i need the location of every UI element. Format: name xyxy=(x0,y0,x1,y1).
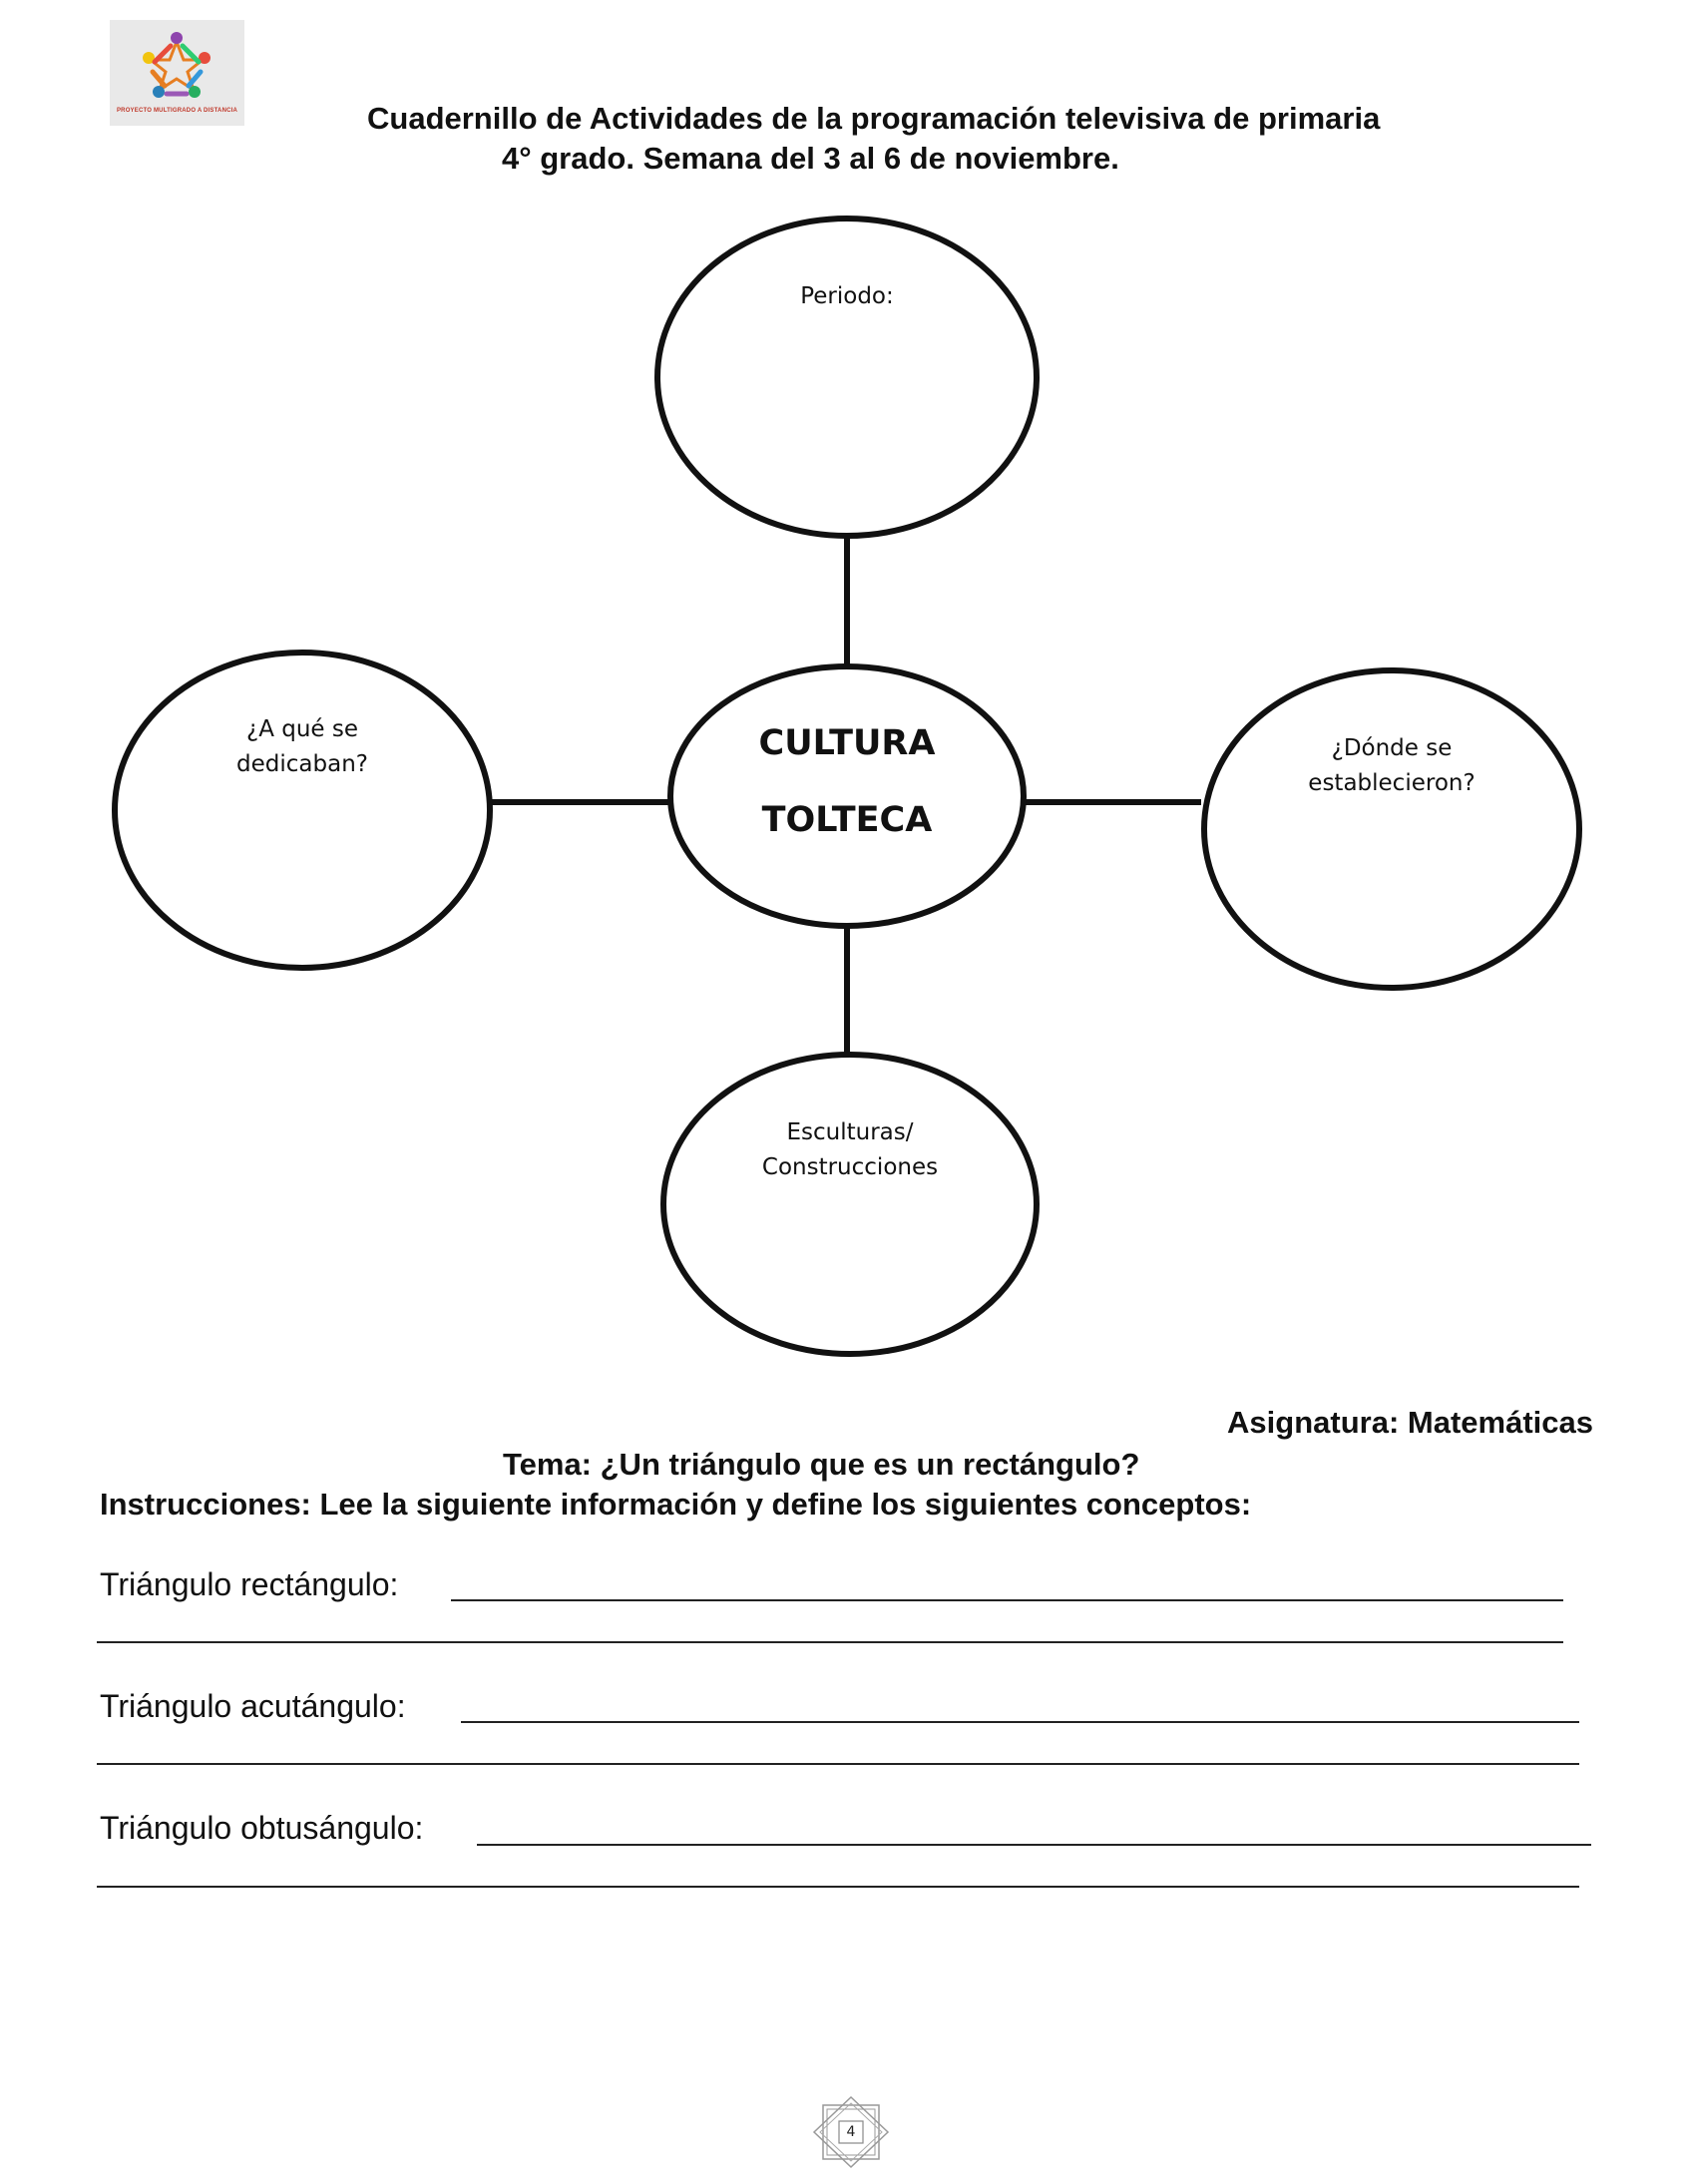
answer-line-acutangulo-2[interactable] xyxy=(97,1763,1579,1765)
answer-line-obtusangulo-1[interactable] xyxy=(477,1844,1591,1846)
node-left xyxy=(115,653,490,968)
topic-heading: Tema: ¿Un triángulo que es un rectángulo? xyxy=(503,1447,1140,1482)
answer-line-obtusangulo-2[interactable] xyxy=(97,1886,1579,1888)
node-top-label: Periodo: xyxy=(800,283,894,309)
center-label-line2: TOLTECA xyxy=(761,800,933,840)
node-center xyxy=(670,666,1024,926)
field-label-acutangulo: Triángulo acutángulo: xyxy=(100,1688,406,1724)
header-subtitle: 4° grado. Semana del 3 al 6 de noviembre. xyxy=(502,141,1119,176)
subject-heading: Asignatura: Matemáticas xyxy=(1227,1405,1593,1440)
page-number xyxy=(810,2095,892,2169)
node-left-label-line2: dedicaban? xyxy=(236,751,368,777)
center-label-line1: CULTURA xyxy=(758,723,936,763)
node-left-label-line1: ¿A qué se xyxy=(245,716,359,742)
logo-caption: PROYECTO MULTIGRADO A DISTANCIA xyxy=(116,108,238,114)
instructions-text: Instrucciones: Lee la siguiente información y define los siguientes conceptos: xyxy=(100,1487,1252,1522)
answer-line-acutangulo-1[interactable] xyxy=(461,1721,1579,1723)
node-top xyxy=(657,218,1037,536)
field-label-obtusangulo: Triángulo obtusángulo: xyxy=(100,1810,424,1846)
node-right-label-line2: establecieron? xyxy=(1308,770,1476,796)
header-title: Cuadernillo de Actividades de la programación televisiva de primaria xyxy=(367,101,1381,136)
field-label-rectangulo: Triángulo rectángulo: xyxy=(100,1566,399,1602)
node-right xyxy=(1204,670,1579,988)
node-bottom-label-line1: Esculturas/ xyxy=(786,1119,914,1145)
page-number-text: 4 xyxy=(846,2124,856,2140)
answer-line-rectangulo-2[interactable] xyxy=(97,1641,1563,1643)
node-right-label-line1: ¿Dónde se xyxy=(1331,735,1453,761)
node-bottom-label-line2: Construcciones xyxy=(761,1154,939,1180)
answer-line-rectangulo-1[interactable] xyxy=(451,1599,1563,1601)
node-bottom xyxy=(663,1055,1037,1354)
